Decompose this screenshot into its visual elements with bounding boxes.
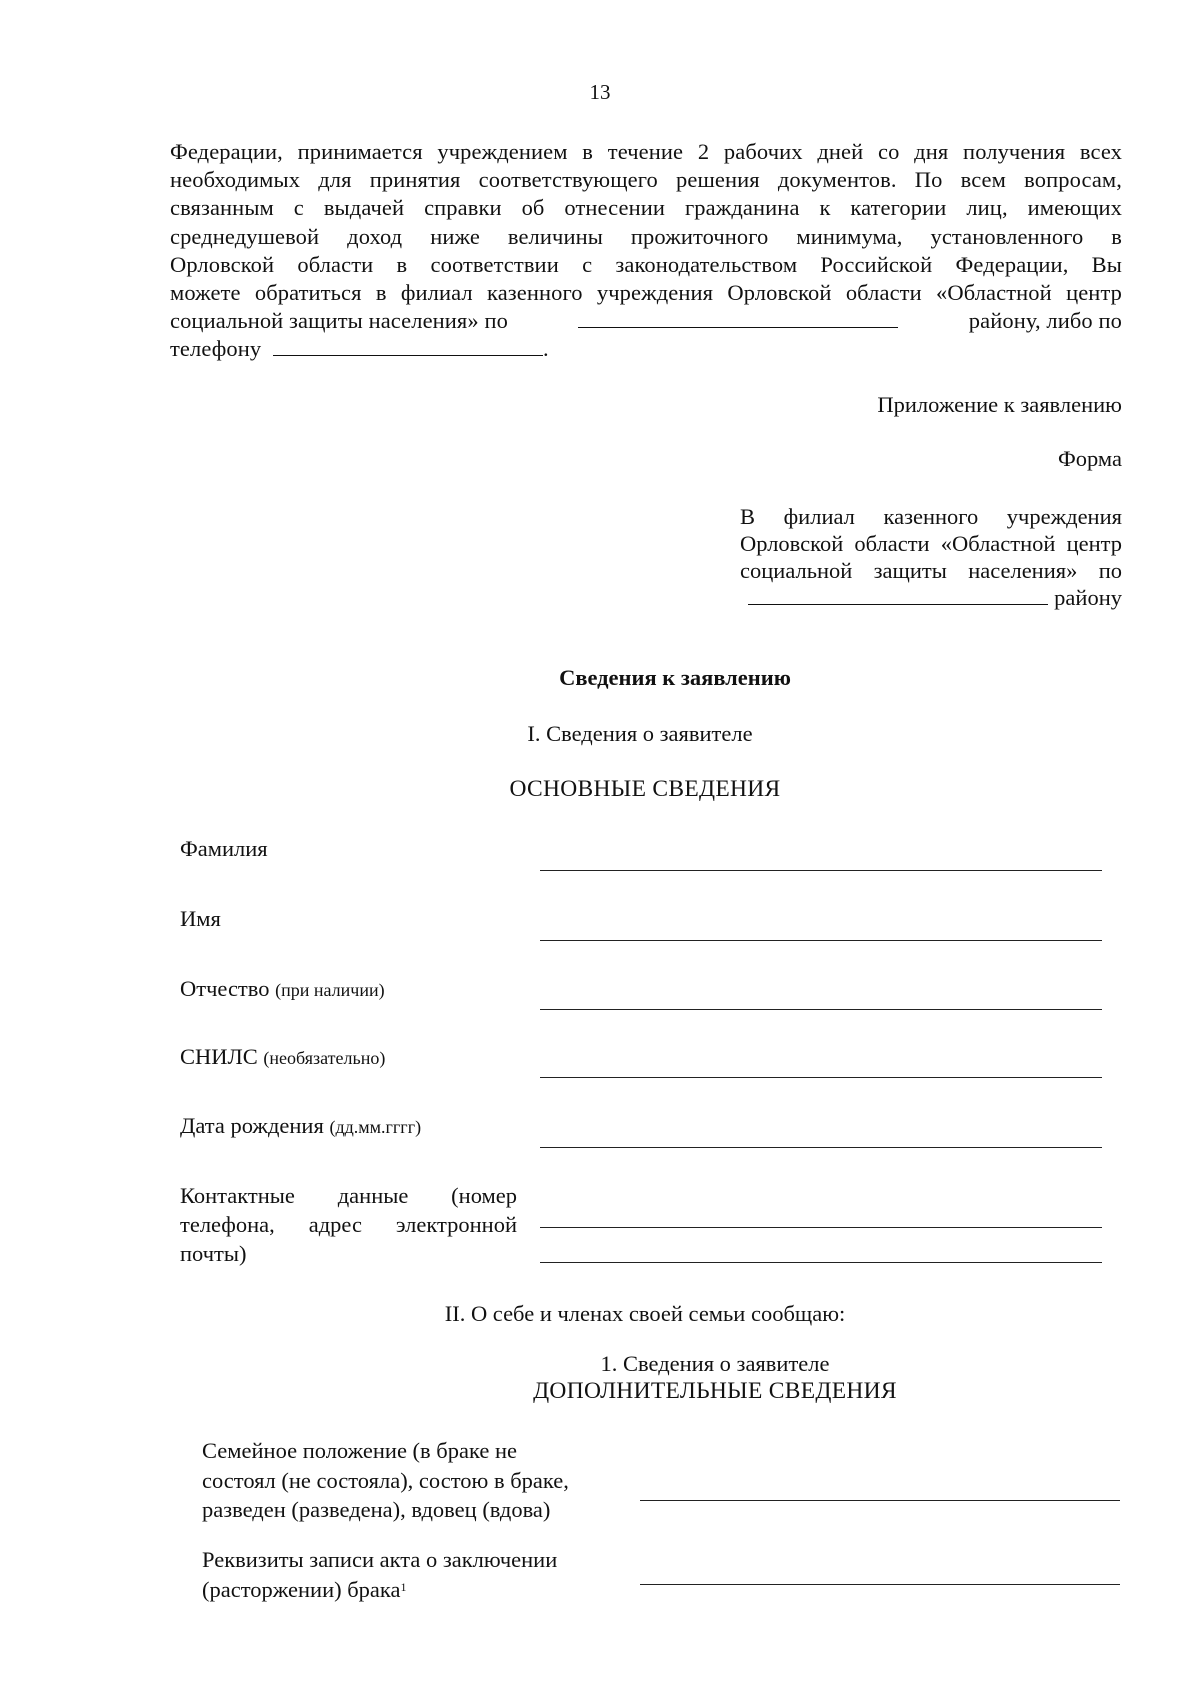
name-label: Имя: [180, 906, 221, 931]
page-number: 13: [589, 80, 611, 104]
basic-info-heading: ОСНОВНЫЕ СВЕДЕНИЯ: [509, 776, 781, 802]
contacts-label-line: почты): [180, 1241, 247, 1266]
intro-district-suffix: району, либо по: [968, 308, 1122, 334]
address-district-line: [740, 584, 1122, 611]
address-line: Орловской области «Областной центр: [740, 531, 1122, 556]
contacts-label-line: Контактные данные (номер: [180, 1183, 517, 1208]
marital-status-label: Семейное положение (в браке не состоял (не состояла), состою в браке, разведен (разведена), вдовец (вдова): [202, 1438, 569, 1522]
appendix-title: Приложение к заявлению: [877, 392, 1122, 417]
intro-paragraph: [170, 138, 1122, 364]
address-district-blank[interactable]: [748, 603, 1048, 605]
patronymic-label: Отчество (при наличии): [180, 976, 385, 1001]
intro-phone-prefix: телефону: [170, 336, 262, 362]
district-blank[interactable]: [578, 326, 898, 328]
sub1-heading: 1. Сведения о заявителе: [600, 1351, 830, 1376]
contacts-label: [180, 1181, 517, 1268]
intro-line: можете обратиться в филиал казенного учреждения Орловской области «Областной центр: [170, 280, 1122, 306]
intro-line: необходимых для принятия соответствующего решения документов. По всем вопросам,: [170, 167, 1122, 193]
surname-field[interactable]: [540, 870, 1102, 871]
address-line: социальной защиты населения» по: [740, 558, 1122, 583]
address-block: [740, 503, 1122, 611]
intro-line: среднедушевой доход ниже величины прожиточного минимума, установленного в: [170, 223, 1122, 249]
contacts-field-2[interactable]: [540, 1262, 1102, 1263]
snils-note: (необязательно): [263, 1048, 386, 1068]
intro-line-district: [170, 307, 1122, 335]
footnote-marker: 1: [400, 1579, 407, 1594]
birthdate-note: (дд.мм.гггг): [329, 1117, 422, 1137]
patronymic-note: (при наличии): [275, 980, 385, 1000]
patronymic-field[interactable]: [540, 1009, 1102, 1010]
section1-heading: I. Сведения о заявителе: [527, 721, 753, 746]
address-line: В филиал казенного учреждения: [740, 504, 1122, 529]
marriage-record-field[interactable]: [640, 1584, 1120, 1585]
intro-line: Федерации, принимается учреждением в течение 2 рабочих дней со дня получения всех: [170, 139, 1122, 164]
marriage-record-label: Реквизиты записи акта о заключении (расторжении) брака$^1$: [202, 1547, 558, 1602]
main-heading: Сведения к заявлению: [559, 665, 791, 690]
intro-line: связанным с выдачей справки об отнесении гражданина к категории лиц, имеющих: [170, 195, 1122, 221]
contacts-field-1[interactable]: [540, 1227, 1102, 1228]
name-field[interactable]: [540, 940, 1102, 941]
phone-blank[interactable]: [273, 354, 543, 356]
intro-district-prefix: социальной защиты населения» по: [170, 308, 508, 334]
address-district-suffix: району: [1054, 585, 1122, 610]
birthdate-field[interactable]: [540, 1147, 1102, 1148]
additional-info-heading: ДОПОЛНИТЕЛЬНЫЕ СВЕДЕНИЯ: [533, 1378, 897, 1404]
intro-line: Орловской области в соответствии с законодательством Российской Федерации, Вы: [170, 251, 1122, 277]
surname-label: Фамилия: [180, 836, 268, 861]
intro-phone-suffix: .: [542, 336, 549, 362]
form-label: Форма: [1057, 446, 1122, 471]
snils-field[interactable]: [540, 1077, 1102, 1078]
section2-heading: II. О себе и членах своей семьи сообщаю:: [444, 1301, 846, 1326]
marital-status-field[interactable]: [640, 1500, 1120, 1501]
contacts-label-line: телефона, адрес электронной: [180, 1212, 517, 1237]
snils-label: СНИЛС (необязательно): [180, 1044, 386, 1069]
intro-line-phone: [170, 335, 1122, 363]
birthdate-label: Дата рождения (дд.мм.гггг): [180, 1113, 422, 1138]
